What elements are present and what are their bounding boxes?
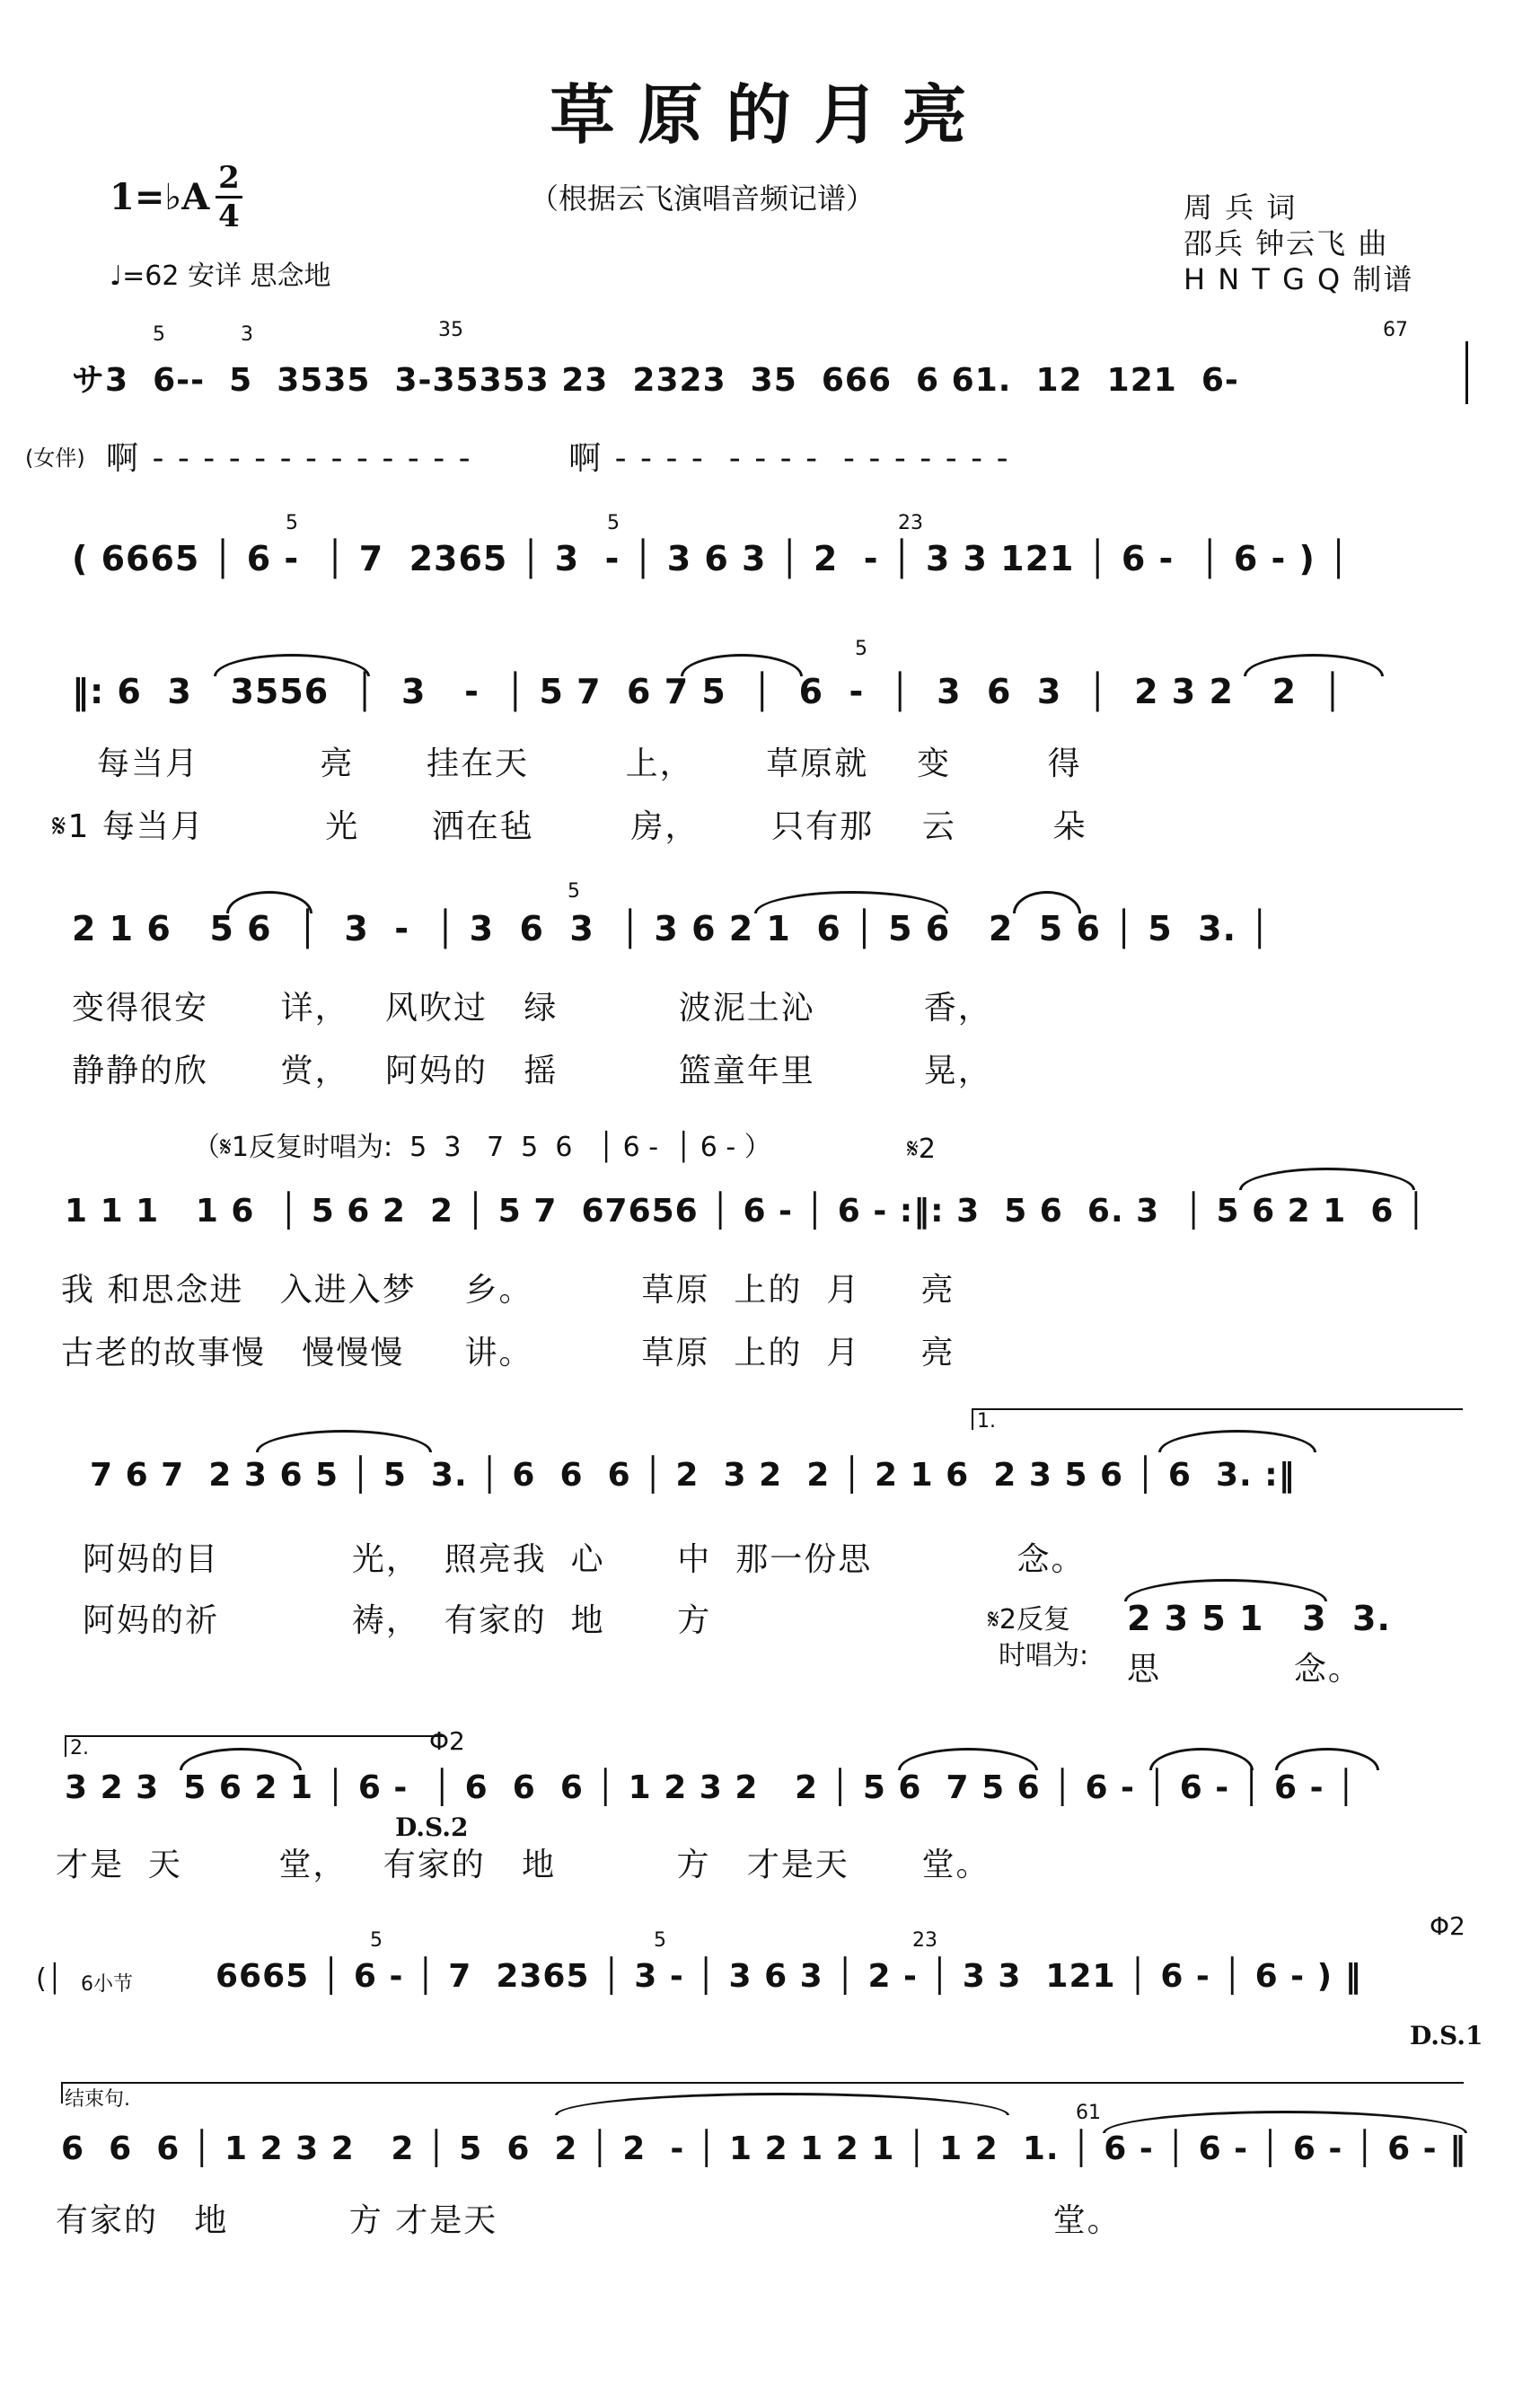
grace-note: 5 [153,323,165,346]
credit-lyricist: 周 兵 词 [1184,190,1298,225]
time-signature-top: 2 [218,160,240,196]
alt-label-1: 𝄋2反复 [988,1604,1070,1636]
barline [1465,341,1468,404]
system-4-lyric-1: 变得很安 详， 风吹过 绿 波泥土沁 香， [72,990,992,1027]
system-4-lyric-2: 静静的欣 赏， 阿妈的 摇 篮童年里 晃， [72,1053,992,1089]
system-5-notes: 1 1 1 1 6 │ 5 6 2 2 │ 5 7 67656 │ 6 - │ 6 - :‖: 3 5 6 6. 3 │ 5 6 2 1 6 │ [65,1193,1427,1230]
coda-ending-label: 结束句. [65,2088,130,2111]
system-6-lyric-1: 阿妈的目 光， 照亮我 心 中 那一份思 念。 [83,1541,1086,1578]
grace-note: 5 [286,512,298,534]
credit-composer: 邵兵 钟云飞 曲 [1184,226,1389,260]
system-6-notes: 7 6 7 2 3 6 5 │ 5 3. │ 6 6 6 │ 2 3 2 2 │ 2 1 6 2 3 5 6 │ 6 3. :‖ [90,1457,1296,1494]
time-signature-bottom: 4 [218,198,240,234]
grace-note: 23 [898,512,923,534]
system-7-lyric: 才是 天 堂， 有家的 地 方 才是天 堂。 [56,1847,990,1883]
interlude-label: 6小节 [81,1973,133,1996]
system-1-notes: サ3 6-- 5 3535 3-35353 23 2323 35 666 6 61. 12 121 6- [72,362,1239,399]
grace-note: 5 [607,512,620,534]
ds2-label: D.S.2 [395,1812,469,1842]
alt-label-2: 时唱为: [999,1640,1089,1671]
system-7-notes: 3 2 3 5 6 2 1 │ 6 - │ 6 6 6 │ 1 2 3 2 2 │ 5 6 7 5 6 │ 6 - │ 6 - │ 6 - │ [65,1769,1357,1806]
system-5-lyric-1: 我 和思念进 入进入梦 乡。 草原 上的 月 亮 [61,1272,955,1309]
system-5-lyric-2: 古老的故事慢 慢慢慢 讲。 草原 上的 月 亮 [61,1335,955,1371]
grace-note: 3 [241,323,253,346]
ds1-label: D.S.1 [1410,2021,1483,2050]
grace-note: 61 [1076,2102,1101,2124]
grace-note: 35 [438,319,463,341]
coda-2: Φ2 [429,1726,465,1756]
time-signature [216,162,242,233]
system-3-notes: ‖: 6 3 3556 │ 3 - │ 5 7 6 7 5 │ 6 - │ 3 6 3 │ 2 3 2 2 │ [72,672,1344,711]
system-3-lyric-1: 每当月 亮 挂在天 上， 草原就 变 得 [97,745,1082,782]
system-6-lyric-2: 阿妈的祈 祷， 有家的 地 方 [83,1602,712,1639]
lyric-label: (女伴) [25,445,85,471]
ending-1-label: 1. [977,1410,996,1433]
tempo-marking: ♩=62 安详 思念地 [110,260,331,292]
system-3-lyric-2: 𝄋1 每当月 光 洒在毡 房， 只有那 云 朵 [52,808,1087,845]
system-1-lyric: 啊 - - - - - - - - - - - - - 啊 - - - - - - - - - - - - - - - [106,440,1010,477]
system-8-notes: 6665 │ 6 - │ 7 2365 │ 3 - │ 3 6 3 │ 2 - │ 3 3 121 │ 6 - │ 6 - ) ‖ [216,1958,1362,1995]
grace-note: 5 [370,1929,383,1952]
grace-note: 23 [912,1929,937,1952]
coda-2-end: Φ2 [1430,1911,1465,1941]
credit-engraver: H N T G Q 制谱 [1184,262,1414,296]
alt-lyric: 思 念。 [1127,1651,1362,1688]
system-2-notes: ( 6665 │ 6 - │ 7 2365 │ 3 - │ 3 6 3 │ 2 - │ 3 3 121 │ 6 - │ 6 - ) │ [72,539,1350,578]
subtitle: （根据云飞演唱音频记谱） [530,181,876,216]
interlude-bracket-open: (│ [36,1963,63,1995]
alt-notes: 2 3 5 1 3 3. [1127,1599,1391,1638]
song-title: 草原的月亮 [550,77,990,153]
repeat-variant-note: （𝄋1反复时唱为: 5 3 7 5 6 │ 6 - │ 6 - ） [193,1132,771,1163]
ending-2-label: 2. [70,1737,89,1759]
segno-2: 𝄋2 [907,1133,936,1165]
system-9-notes: 6 6 6 │ 1 2 3 2 2 │ 5 6 2 │ 2 - │ 1 2 1 2 1 │ 1 2 1. │ 6 - │ 6 - │ 6 - │ 6 - ‖ [61,2130,1467,2167]
system-9-lyric: 有家的 地 方 才是天 堂。 [56,2202,1122,2239]
key-signature: 1=♭A [110,176,210,218]
grace-note: 5 [568,880,580,903]
grace-note: 67 [1383,319,1408,341]
grace-note: 5 [654,1929,666,1952]
system-4-notes: 2 1 6 5 6 │ 3 - │ 3 6 3 │ 3 6 2 1 6 │ 5 6 2 5 6 │ 5 3. │ [72,909,1272,948]
grace-note: 5 [855,638,867,660]
